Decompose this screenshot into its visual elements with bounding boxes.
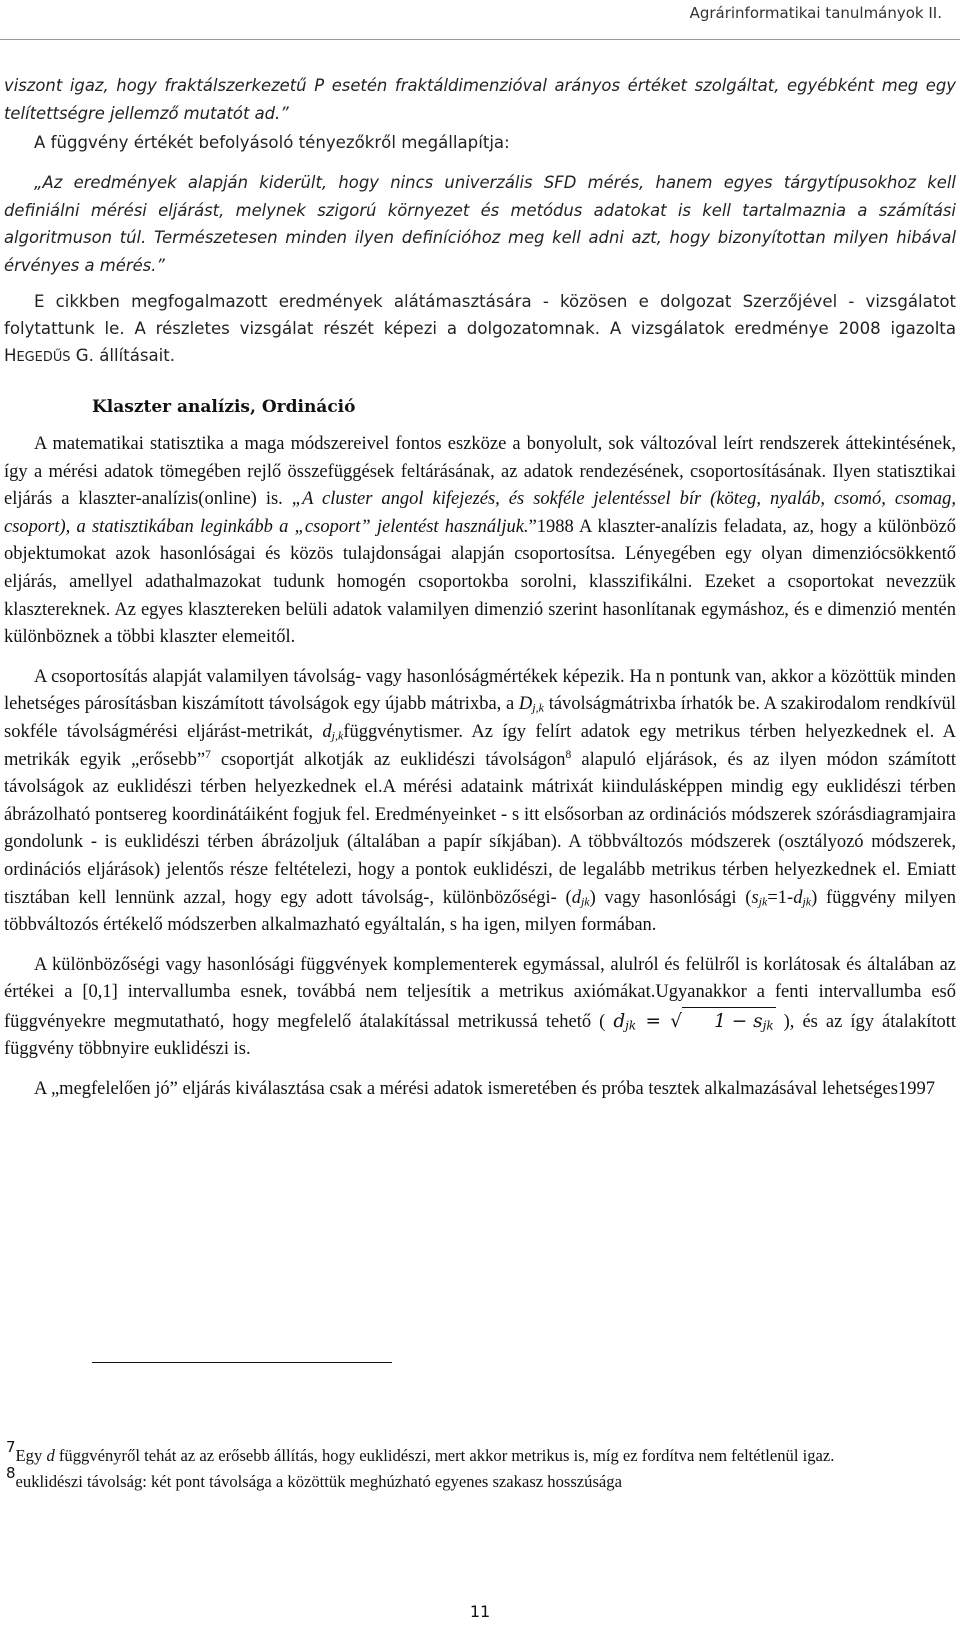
quote-continuation: viszont igaz, hogy fraktálszerkezetű P esetén fraktáldimenzióval arányos értéket szolgáltat, egyébként meg egy telítettségre jellemző mutatót ad.” (4, 76, 956, 123)
running-header: Agrárinformatikai tanulmányok II. (689, 4, 942, 22)
paragraph-own-study: E cikkben megfogalmazott eredmények alátámasztására - közösen e dolgozat Szerzőjével - vizsgálatot folytattunk le. A részletes vizsgálat részét képezi a dolgozatomnak. A vizsgálatok eredménye 2008 igazolta HEGEDŰS G. állításait. (4, 292, 956, 365)
paragraph-own-study-text: E cikkben megfogalmazott eredmények alátámasztására - közösen e dolgozat Szerzőjével - vizsgálatot folytattunk le. A részletes vizsgálat részét képezi a dolgozatomnak. A vizsgálatok eredménye 2008 igazolta (4, 292, 956, 338)
page-number: 11 (469, 1602, 491, 1621)
author-name: HEGEDŰS (4, 346, 71, 365)
cluster-quote: „A cluster angol kifejezés, és sokféle jelentéssel bír (köteg, nyaláb, csomó, csomag, csoport), a statisztikában leginkább a „csoport” jelentést használjuk. (4, 489, 956, 537)
footnote-8: $^8$euklidészi távolság: két pont távolsága a közöttük meghúzható egyenes szakasz hosszúsága (6, 1464, 622, 1491)
quote-sfd: „Az eredmények alapján kiderült, hogy nincs univerzális SFD mérés, hanem egyes tárgytípusokhoz kell definiálni mérési eljárást, melynek szigorú környezet és metódus adatokat is kell tartalmaznia a számítási algoritmuson túl. Természetesen minden ilyen definícióhoz meg kell adni azt, hogy bizonyítottan milyen hibával érvényes a mérés.” (4, 173, 956, 275)
footnote-7: $^7$Egy d függvényről tehát az az erősebb állítás, hogy euklidészi, mert akkor metrikus is, míg ez fordítva nem feltétlenül igaz. (6, 1438, 835, 1465)
paragraph-factors-intro: A függvény értékét befolyásoló tényezőkről megállapítja: (34, 133, 510, 152)
footnote-ref-8[interactable]: 8 (565, 748, 572, 761)
paragraph-method-choice: A „megfelelően jó” eljárás kiválasztása csak a mérési adatok ismeretében és próba tesztek alkalmazásával lehetséges1997 (34, 1079, 935, 1100)
footnotes (6, 1438, 946, 1495)
section-heading: Klaszter analízis, Ordináció (92, 397, 356, 417)
paragraph-similarity-functions: A különbözőségi vagy hasonlósági függvények komplementerek egymással, alulról és felülről is korlátosak és általában az értékei a [0,1] intervallumba esnek, továbbá nem teljesítik a metrikus axiómákat.Ugyanakkor a fenti intervallumba eső függvényekre megmutatható, hogy megfelelő átalakítással metrikussá tehető ( $d_{jk}$ = √ $1 - s_{jk}$ ), és az így átalakított függvény többnyire euklidészi is. (4, 954, 957, 1060)
paragraph-cluster-analysis: A matematikai statisztika a maga módszereivel fontos eszköze a bonyolult, sok változóval leírt rendszerek áttekintésének, így a mérési adatok tömegében rejlő összefüggések feltárásának, az adatok rendezésének, csoportosításának. Ilyen statisztikai eljárás a klaszter-analízis(online) is. „A cluster angol kifejezés, és sokféle jelentéssel bír (köteg, nyaláb, csomó, csomag, csoport), a statisztikában leginkább a „csoport” jelentést használjuk.”1988 A klaszter-analízis feladata, az, hogy a különböző objektumokat azok hasonlóságai és közös tulajdonságai alapján csoportosítsa. Lényegében egy olyan dimenziócsökkentő eljárás, amellyel adathalmazokat tudunk homogén csoportokba sorolni, klasszifikálni. Ezeket a csoportokat nevezzük klasztereknek. Az egyes klasztereken belüli adatok valamilyen dimenzió szerint hasonlítanak egymáshoz, és e dimenzió mentén különböznek a többi klaszter elemeitől. (4, 434, 956, 648)
matrix-symbol: $D_{j,k}$ (518, 694, 544, 715)
metric-symbol: $d_{j,k}$ (322, 721, 344, 743)
paragraph-distance-metrics: A csoportosítás alapját valamilyen távolság- vagy hasonlóságmértékek képezik. Ha n pontunk van, akkor a közöttük minden lehetséges párosításban kiszámított távolságok egy újabb mátrixba, a $D_{j,k}$ távolságmátrixba írhatók be. A szakirodalom rendkívül sokféle távolságmérési eljárást-metrikát, $d_{j,k}függvénytismer$. Az így felírt adatok egy metrikus térben helyezkednek el. A metrikák egyik „erősebb”$^7$ csoportját alkotják az euklidészi távolságon$^8$ alapuló eljárások, és az ilyen módon számított távolságok az euklidészi térben helyezkednek el.A mérési adataink mátrixát kiindulásképpen mindig egy euklidészi térben ábrázolható pontsereg koordinátáiként fogjuk fel. Eredményeinket - s itt elsősorban az ordinációs módszerek szórásdiagramjaira gondolunk - is euklidészi térben ábrázoljuk (általában a papír síkjában). A többváltozós módszerek (osztályozó módszerek, ordinációs eljárások) jelentős része feltételezi, hogy a pontok euklidészi, de legalább metrikus térben helyezkednek el. Emiatt tisztában kell lennünk azzal, hogy egy adott távolság-, különbözőségi- $(d_{jk})$ vagy hasonlósági $(s_{jk}=1-d_{jk})$ függvény milyen többváltozós értékelő módszerben alkalmazható egyáltalán, s ha igen, milyen formában. (4, 666, 957, 936)
footnote-separator (92, 1362, 392, 1363)
sqrt-formula: $d_{jk}$ = √ $1 - s_{jk}$ (613, 1011, 775, 1032)
header-divider (0, 39, 960, 40)
radical-sign: √ (670, 1010, 683, 1032)
page-body (4, 72, 956, 1104)
footnote-ref-7[interactable]: 7 (205, 748, 211, 761)
